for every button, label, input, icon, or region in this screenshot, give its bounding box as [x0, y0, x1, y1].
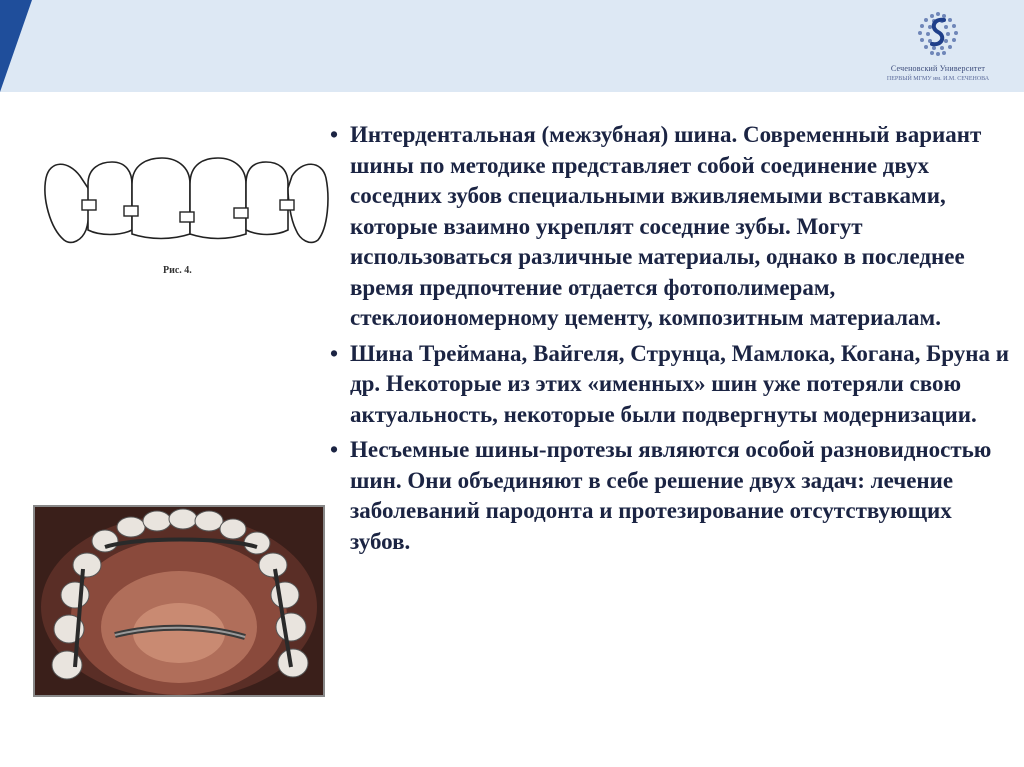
- bullet-item-named-splints: [326, 339, 1016, 431]
- figure-caption: Рис. 4.: [163, 265, 192, 276]
- bullet-text: Шина Треймана, Вайгеля, Струнца, Мамлока, Когана, Бруна и др. Некоторые из этих «именных» шин уже потеряли свою актуальность, некоторые были подвергнуты модернизации.: [350, 340, 1010, 427]
- dental-splint-photo: [33, 505, 325, 697]
- bullet-marker: •: [330, 340, 339, 366]
- header-band: [0, 0, 1024, 92]
- bullet-text: Несъемные шины-протезы являются особой разновидностью шин. Они объединяют в себе решение двух задач: лечение заболеваний пародонта и протезирование отсутствующих зубов.: [350, 437, 992, 554]
- logo-subtitle: ПЕРВЫЙ МГМУ им. И.М. СЕЧЕНОВА: [886, 76, 990, 82]
- logo-emblem-icon: [878, 6, 998, 64]
- bullet-item-fixed-splint-prostheses: [326, 435, 1016, 557]
- bullet-list: [326, 120, 1016, 562]
- bullet-text: Интердентальная (межзубная) шина. Современный вариант шины по методике представляет собой соединение двух соседних зубов специальными вживляемыми вставками, которые взаимно укреплят соседние зубы. Могут использоваться различные материалы, однако в последнее время предпочтение отдается фотополимерам, стеклоиономерному цементу, композитным материалам.: [350, 122, 982, 330]
- bullet-marker: •: [330, 122, 339, 147]
- bullet-marker: •: [330, 437, 339, 462]
- bullet-item-interdental-splint: [326, 120, 1016, 334]
- header-accent-stripe: [0, 0, 40, 92]
- logo-name: Сеченовский Университет: [890, 64, 986, 73]
- university-logo: [878, 6, 998, 86]
